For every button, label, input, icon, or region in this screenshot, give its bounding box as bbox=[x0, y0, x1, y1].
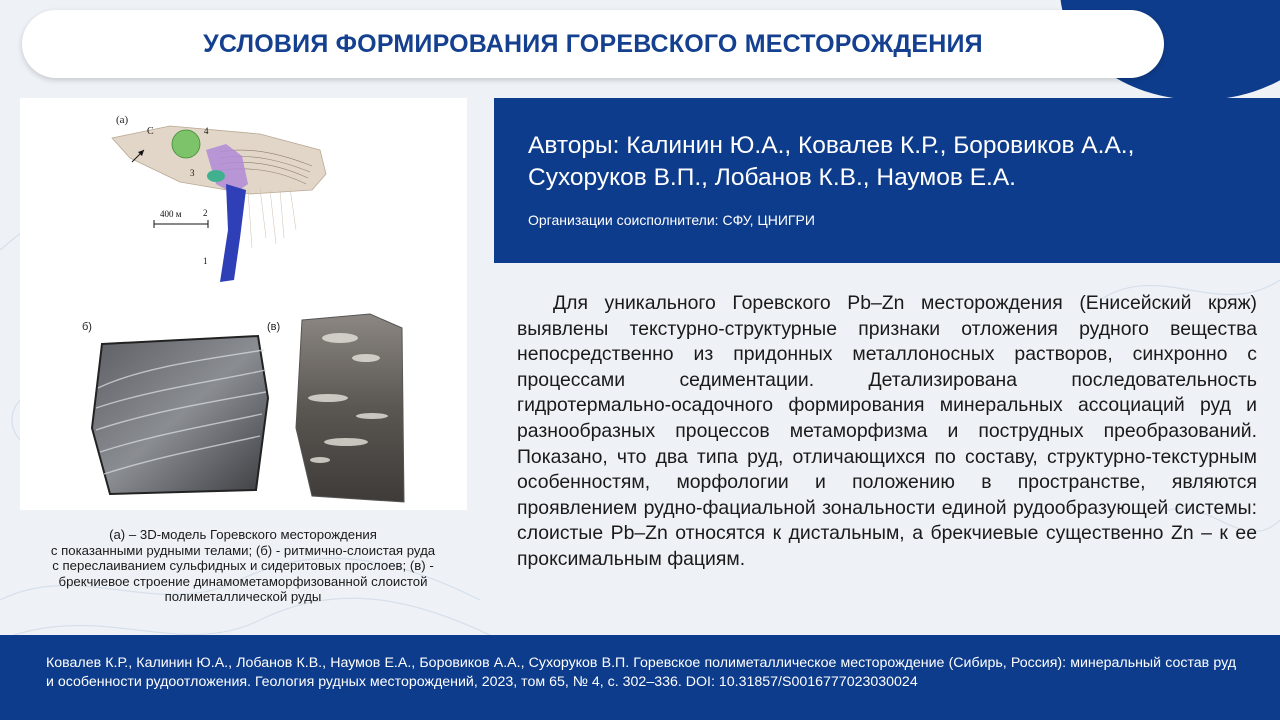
orebody-label-2: 2 bbox=[203, 208, 208, 218]
caption-line: (а) – 3D-модель Горевского месторождения bbox=[109, 527, 377, 542]
footer-reference-bar bbox=[0, 635, 1280, 720]
figure-caption bbox=[4, 527, 482, 605]
panel-c-label: (в) bbox=[267, 321, 281, 333]
footer-reference: Ковалев К.Р., Калинин Ю.А., Лобанов К.В., Наумов Е.А., Боровиков А.А., Сухоруков В.П. Горевское полиметаллическое месторождение (Сибирь, Россия): минеральный состав руд и особенности рудоотложения. Геология рудных месторождений, 2023, том 65, № 4, с. 302–336. DOI: 10.31857/S0016777023030024 bbox=[46, 655, 1236, 690]
panel-a-label: (а) bbox=[116, 114, 129, 126]
panel-b-label: б) bbox=[82, 321, 92, 333]
caption-line: с переслаиванием сульфидных и сидеритовых прослоев; (в) - bbox=[52, 558, 434, 573]
slide-title: УСЛОВИЯ ФОРМИРОВАНИЯ ГОРЕВСКОГО МЕСТОРОЖДЕНИЯ bbox=[203, 29, 983, 58]
caption-line: брекчиевое строение динамометаморфизованной слоистой bbox=[58, 573, 428, 589]
authors-names: Авторы: Калинин Ю.А., Ковалев К.Р., Боровиков А.А., Сухоруков В.П., Лобанов К.В., Наумов Е.А. bbox=[528, 132, 1135, 191]
authors-panel bbox=[494, 98, 1280, 263]
orebody-label-1: 1 bbox=[203, 256, 208, 266]
north-label: С bbox=[147, 126, 154, 137]
figure-panel bbox=[20, 98, 467, 510]
orebody-label-4: 4 bbox=[204, 126, 209, 136]
authors-organizations: Организации соисполнители: СФУ, ЦНИГРИ bbox=[528, 212, 815, 228]
main-text: Для уникального Горевского Pb–Zn месторождения (Енисейский кряж) выявлены текстурно-структурные признаки отложения рудного вещества непосредственно из придонных металлоносных растворов, синхронно с процессами седиментации. Детализирована последовательность гидротермально-осадочного формирования минеральных ассоциаций руд и разнообразных процессов метаморфизма и пострудных преобразований. Показано, что два типа руд, отличающихся по составу, структурно-текстурным особенностям, морфологии и положению в пространстве, являются проявлением рудно-фациальной зональности единой рудообразующей системы: слоистые Pb–Zn относятся к дистальным, а брекчиевые существенно Zn – к ее проксимальным фациям. bbox=[517, 292, 1257, 570]
sample-c-image bbox=[296, 314, 404, 502]
caption-line: с показанными рудными телами; (б) - ритмично-слоистая руда bbox=[50, 542, 436, 558]
figure-illustration bbox=[20, 98, 467, 510]
scale-label: 400 м bbox=[160, 209, 182, 219]
caption-line: полиметаллической руды bbox=[164, 589, 322, 604]
orebody-green bbox=[207, 170, 225, 182]
drillholes bbox=[248, 188, 296, 248]
orebody-4 bbox=[172, 130, 200, 158]
title-bar bbox=[22, 10, 1164, 78]
orebody-1 bbox=[220, 184, 246, 282]
orebody-label-3: 3 bbox=[190, 168, 195, 178]
